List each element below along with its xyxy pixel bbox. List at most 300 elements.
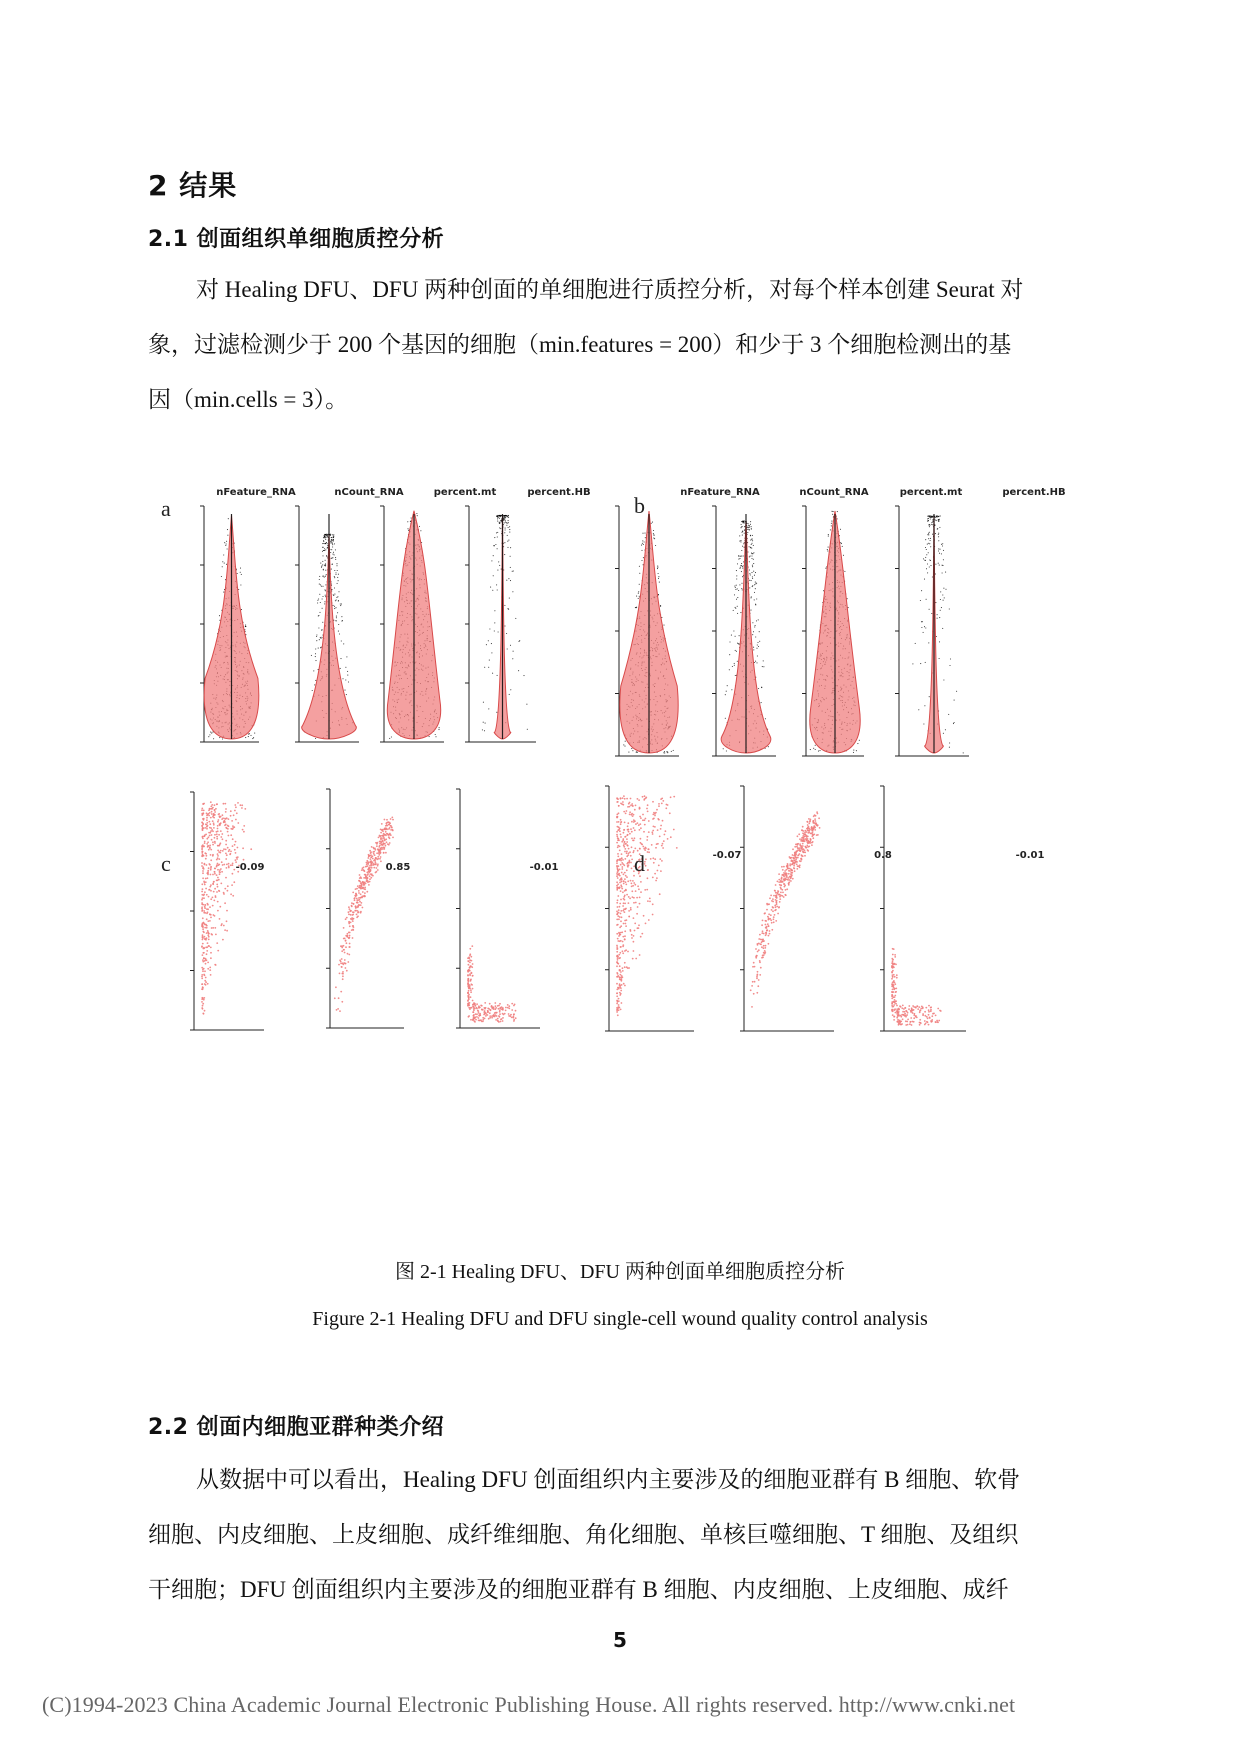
panel-d-scatter-1-point [649, 901, 651, 903]
panel-b-violin-2-point [753, 559, 754, 560]
panel-a-violin-1-point [225, 545, 226, 546]
panel-a-violin-2-point [336, 563, 337, 564]
panel-c-scatter-1-point [212, 820, 214, 822]
panel-b-violin-2-point [742, 531, 743, 532]
panel-d-scatter-1-point [656, 809, 658, 811]
panel-d-scatter-1-point [620, 932, 622, 934]
panel-d-scatter-1-point [639, 903, 641, 905]
panel-b-violin-4-point [930, 540, 931, 541]
panel-d-scatter-1-point [616, 801, 618, 803]
panel-c-scatter-2-point [377, 869, 379, 871]
panel-c-scatter-2-point [371, 863, 373, 865]
panel-b-violin-2-point [733, 630, 734, 631]
panel-d-scatter-1-point [618, 935, 620, 937]
panel-c-scatter-3-point [482, 1019, 484, 1021]
panel-c-scatter-2-point [383, 848, 385, 850]
panel-d-scatter-1-point [628, 916, 630, 918]
panel-c-scatter-2-point [352, 920, 354, 922]
panel-a-violin-1-point [238, 589, 239, 590]
panel-c-scatter-2-point [360, 912, 362, 914]
panel-d-scatter-1-point [626, 863, 628, 865]
panel-c-scatter-1-point [242, 847, 244, 849]
panel-b-violin-4-point [940, 591, 941, 592]
panel-c-scatter-3-point [491, 1006, 493, 1008]
panel-d-scatter-1-point [656, 843, 658, 845]
panel-d-scatter-2-point [803, 848, 805, 850]
panel-c-scatter-3-point [494, 1012, 496, 1014]
panel-a-violin-4-point [496, 584, 497, 585]
panel-a-violin-1-point [221, 576, 222, 577]
panel-a-violin-2-point [315, 680, 316, 681]
panel-d-scatter-2-point [785, 872, 787, 874]
panel-d-scatter-1-point [639, 848, 641, 850]
panel-a-violin-4-point [504, 519, 505, 520]
panel-b-violin-4-point [926, 568, 927, 569]
panel-a-violin-4-point [499, 515, 500, 516]
panel-b-violin-2-point [756, 620, 757, 621]
panel-c-scatter-1-point [241, 804, 243, 806]
panel-d-scatter-1-point [673, 796, 675, 798]
panel-b-violin-2-point [741, 571, 742, 572]
panel-c-scatter-2-point [367, 861, 369, 863]
panel-b-violin-4-point [912, 663, 913, 664]
panel-d-scatter-1-point [630, 880, 632, 882]
panel-b-violin-1-point [642, 543, 643, 544]
panel-c-scatter-2-point [348, 913, 350, 915]
panel-c-scatter-1-point [224, 888, 226, 890]
panel-a-violin-2-point [334, 608, 335, 609]
panel-d-scatter-1-point [628, 852, 630, 854]
panel-c-scatter-1-point [225, 840, 227, 842]
panel-c-scatter-1-point [202, 954, 204, 956]
panel-a-violin-2-point [332, 546, 333, 547]
panel-b-violin-2-point [752, 535, 753, 536]
panel-b-violin-4-point [928, 543, 929, 544]
panel-d-scatter-2-point [765, 924, 767, 926]
panel-c-scatter-1-point [218, 845, 220, 847]
panel-b-violin-1-point [657, 565, 658, 566]
panel-d-scatter-1-point [670, 796, 672, 798]
panel-d-scatter-2-point [799, 845, 801, 847]
panel-c-scatter-3-point [508, 1005, 510, 1007]
panel-b-violin-3-point [827, 550, 828, 551]
panel-c-scatter-3-point [511, 1009, 513, 1011]
panel-c-scatter-2-point [359, 881, 361, 883]
panel-c-scatter-2-point [345, 940, 347, 942]
panel-c-scatter-1-point [212, 841, 214, 843]
panel-b-violin-3-point [831, 525, 832, 526]
panel-a-violin-4-point [493, 545, 494, 546]
panel-d-scatter-1-point [632, 805, 634, 807]
panel-c-scatter-1-point [211, 811, 213, 813]
panel-b-violin-4-point [939, 553, 940, 554]
panel-d-scatter-1-point [619, 830, 621, 832]
panel-d-scatter-1-point [650, 858, 652, 860]
panel-b-violin-2-point [754, 584, 755, 585]
panel-c-scatter-1-point [217, 825, 219, 827]
panel-c-scatter-1-point [222, 838, 224, 840]
panel-c-scatter-1-point [205, 977, 207, 979]
panel-d-scatter-1-point [640, 891, 642, 893]
panel-c-scatter-2-point [347, 933, 349, 935]
panel-a-violin-3-point [407, 521, 408, 522]
panel-c-scatter-3-point [493, 1014, 495, 1016]
panel-c-scatter-3-point [468, 996, 470, 998]
panel-c-scatter-1-point [205, 858, 207, 860]
panel-d-scatter-1-point [626, 834, 628, 836]
panel-a-violin-4-point [504, 522, 505, 523]
panel-b-violin-1-point [636, 751, 637, 752]
panel-c-scatter-3-point [498, 1015, 500, 1017]
panel-c-scatter-1-point [201, 808, 203, 810]
panel-c-scatter-1-point [203, 810, 205, 812]
panel-b-violin-2-point [749, 580, 750, 581]
panel-d-scatter-1-point [642, 846, 644, 848]
panel-a-violin-4-point [508, 578, 509, 579]
panel-c-scatter-2-point [364, 887, 366, 889]
panel-b-violin-2-point [735, 589, 736, 590]
panel-c-scatter-1-point [214, 873, 216, 875]
panel-d-scatter-2-point [779, 901, 781, 903]
panel-d-scatter-1-point [639, 808, 641, 810]
panel-d-scatter-2-point [761, 939, 763, 941]
panel-d-scatter-2-point [770, 895, 772, 897]
panel-c-scatter-3-point [470, 1019, 472, 1021]
panel-a-violin-3-point [429, 736, 430, 737]
panel-d-scatter-1-point [655, 847, 657, 849]
panel-c-scatter-1-point [205, 981, 207, 983]
panel-b-violin-2-point [759, 641, 760, 642]
panel-a-violin-4-point [493, 575, 494, 576]
panel-b-violin-2-point [736, 570, 737, 571]
panel-d-scatter-1-point [617, 899, 619, 901]
panel-c-scatter-2-point [386, 841, 388, 843]
panel-a-violin-2-point [347, 675, 348, 676]
panel-b-violin-4-point [954, 700, 955, 701]
panel-b-violin-3-point [827, 549, 828, 550]
panel-d-scatter-1-point [617, 845, 619, 847]
panel-b-violin-2-point [737, 606, 738, 607]
panel-d-scatter-1-point [625, 949, 627, 951]
panel-c-scatter-2-point [334, 997, 336, 999]
panel-d-scatter-1-point [648, 820, 650, 822]
panel-a-violin-4-point [497, 675, 498, 676]
panel-a-violin-4-point [504, 554, 505, 555]
panel-b-violin-2-point [737, 661, 738, 662]
panel-b-violin-4-point [939, 658, 940, 659]
panel-c-scatter-2-point [386, 819, 388, 821]
panel-c-scatter-1-point [243, 831, 245, 833]
panel-c-scatter-1-point [234, 849, 236, 851]
panel-d-scatter-1-point [662, 847, 664, 849]
panel-b-violin-2-point [748, 527, 749, 528]
panel-c-scatter-1-point [222, 817, 224, 819]
panel-b-violin-2-point [751, 548, 752, 549]
panel-b-violin-2-point [742, 576, 743, 577]
panel-a-violin-1-point [248, 736, 249, 737]
panel-c-scatter-1-point [218, 851, 220, 853]
panel-c-scatter-1-point [226, 910, 228, 912]
panel-c-scatter-1-point [217, 901, 219, 903]
panel-c-scatter-2-point [357, 910, 359, 912]
panel-a-violin-2-point [331, 549, 332, 550]
panel-d-scatter-2-point [762, 940, 764, 942]
panel-d-scatter-1-point [639, 897, 641, 899]
panel-c-scatter-1-point [228, 850, 230, 852]
panel-c-scatter-2-point [344, 959, 346, 961]
panel-a-violin-2-point [330, 552, 331, 553]
panel-c-scatter-3-point [495, 1005, 497, 1007]
panel-c-scatter-2-point [356, 901, 358, 903]
panel-d-scatter-1-point [619, 903, 621, 905]
panel-b-violin-4-point [939, 641, 940, 642]
panel-b-violin-2-point [752, 586, 753, 587]
panel-a-violin-1-point [227, 535, 228, 536]
panel-c-scatter-2-point [348, 911, 350, 913]
panel-c-scatter-2-point [367, 857, 369, 859]
panel-b-title-1: nFeature_RNA [680, 487, 760, 498]
panel-d-scatter-1-point [622, 941, 624, 943]
panel-c-scatter-2-point [357, 885, 359, 887]
panel-b-violin-3-point [810, 749, 811, 750]
panel-d-scatter-2-point [774, 914, 776, 916]
panel-a-violin-2-point [326, 537, 327, 538]
panel-c-scatter-2-point [357, 899, 359, 901]
panel-a-violin-1-point [219, 737, 220, 738]
panel-b-violin-2-point [736, 651, 737, 652]
panel-b-violin-1-point [632, 750, 633, 751]
panel-d-scatter-1-point [644, 889, 646, 891]
panel-c-scatter-2-point [368, 884, 370, 886]
panel-c-scatter-1-point [226, 817, 228, 819]
panel-c-scatter-3-point [467, 1000, 469, 1002]
panel-c-scatter-3-point [469, 988, 471, 990]
panel-d-scatter-1-point [620, 884, 622, 886]
panel-letter-d: d [634, 851, 645, 876]
panel-c-title-3: -0.01 [529, 862, 559, 873]
panel-d-scatter-1-point [635, 902, 637, 904]
panel-a-violin-2-point [339, 633, 340, 634]
panel-a-violin-1-point [219, 615, 220, 616]
panel-d-scatter-2-point [799, 838, 801, 840]
panel-c-scatter-1-point [205, 878, 207, 880]
panel-d-scatter-2-point [758, 943, 760, 945]
panel-b-violin-2-point [753, 552, 754, 553]
panel-b-violin-3-point [825, 568, 826, 569]
panel-a-violin-2-point [338, 631, 339, 632]
panel-d-scatter-1-point [654, 813, 656, 815]
subsection-heading-qc: 2.1 创面组织单细胞质控分析 [148, 227, 445, 252]
panel-b-violin-4-point [928, 524, 929, 525]
panel-c-scatter-2-point [355, 888, 357, 890]
panel-c-scatter-1-point [209, 967, 211, 969]
panel-b-violin-2-point [755, 625, 756, 626]
panel-b-violin-2-point [738, 644, 739, 645]
panel-a-violin-2-point [315, 738, 316, 739]
panel-c-scatter-3-point [485, 1007, 487, 1009]
panel-d-scatter-2-point [768, 917, 770, 919]
panel-c-scatter-1-point [217, 855, 219, 857]
panel-d-scatter-1-point [662, 843, 664, 845]
panel-a-violin-2-point [324, 603, 325, 604]
panel-b-violin-4-point [939, 617, 940, 618]
panel-a-violin-4-point [507, 547, 508, 548]
panel-c-scatter-1-point [212, 816, 214, 818]
panel-b-violin-1-point [673, 750, 674, 751]
panel-c-scatter-1-point [208, 815, 210, 817]
panel-d-scatter-1-point [627, 865, 629, 867]
panel-d-scatter-2-point [792, 848, 794, 850]
panel-b-violin-2-point [740, 612, 741, 613]
panel-d-scatter-1-point [623, 832, 625, 834]
panel-d-scatter-1-point [625, 875, 627, 877]
panel-c-scatter-1-point [207, 934, 209, 936]
panel-d-scatter-1-point [652, 914, 654, 916]
panel-c-scatter-1-point [209, 969, 211, 971]
panel-d-scatter-1-point [623, 908, 625, 910]
panel-a-violin-2-point [345, 667, 346, 668]
panel-a-violin-4-point [498, 631, 499, 632]
panel-a-violin-2-point [331, 557, 332, 558]
panel-b-violin-4-point [942, 628, 943, 629]
panel-c-scatter-1-point [228, 865, 230, 867]
panel-c-scatter-1-point [216, 884, 218, 886]
panel-b-violin-4-point [923, 558, 924, 559]
panel-c-scatter-1-point [243, 825, 245, 827]
panel-d-scatter-2-point [786, 869, 788, 871]
qc-figure [154, 476, 1100, 1196]
panel-a-violin-2-point [332, 544, 333, 545]
panel-d-scatter-1-point [624, 836, 626, 838]
panel-d-scatter-1-point [623, 902, 625, 904]
panel-b-violin-1-point [653, 534, 654, 535]
panel-d-scatter-2-point [775, 899, 777, 901]
panel-c-scatter-3-point [482, 1021, 484, 1023]
panel-d-title-2: 0.8 [874, 850, 892, 861]
panel-d-scatter-2-point [761, 946, 763, 948]
panel-c-scatter-1-point [206, 824, 208, 826]
panel-c-scatter-3-point [490, 1009, 492, 1011]
panel-c-scatter-1-point [222, 864, 224, 866]
panel-b-violin-4-point [927, 518, 928, 519]
panel-c-scatter-1-point [210, 854, 212, 856]
panel-c-scatter-1-point [228, 835, 230, 837]
panel-a-violin-2-point [333, 536, 334, 537]
panel-b-violin-4-point [945, 729, 946, 730]
panel-d-scatter-1-point [667, 838, 669, 840]
panel-d-scatter-2-point [768, 935, 770, 937]
panel-c-scatter-2-point [383, 837, 385, 839]
panel-a-violin-4-point [512, 591, 513, 592]
panel-d-scatter-1-point [648, 919, 650, 921]
panel-c-scatter-2-point [348, 946, 350, 948]
panel-c-scatter-3-point [500, 1019, 502, 1021]
panel-b-violin-4-point [939, 527, 940, 528]
panel-b-violin-1-point [642, 533, 643, 534]
panel-c-scatter-2-point [392, 830, 394, 832]
panel-a-violin-2-point [322, 551, 323, 552]
panel-d-scatter-1-point [647, 811, 649, 813]
panel-a-violin-2-point [321, 586, 322, 587]
panel-b-violin-2-point [743, 543, 744, 544]
panel-c-scatter-1-point [225, 858, 227, 860]
panel-d-scatter-2-point [764, 950, 766, 952]
panel-d-scatter-2-point [773, 918, 775, 920]
panel-d-scatter-1-point [653, 862, 655, 864]
panel-b-violin-2-point [726, 750, 727, 751]
panel-d-scatter-1-point [616, 924, 618, 926]
panel-b-violin-2-point [734, 663, 735, 664]
panel-c-scatter-1-point [230, 851, 232, 853]
panel-a-violin-2-point [322, 561, 323, 562]
panel-a-violin-3-point [439, 727, 440, 728]
panel-c-scatter-2-point [367, 863, 369, 865]
panel-b-violin-1-point [653, 530, 654, 531]
panel-a-violin-4-point [504, 532, 505, 533]
panel-b-violin-4-point [935, 533, 936, 534]
panel-d-scatter-1-point [633, 840, 635, 842]
panel-c-scatter-1-point [204, 912, 206, 914]
panel-c-scatter-1-point [230, 828, 232, 830]
panel-a-violin-2-point [346, 694, 347, 695]
panel-b-violin-4-point [928, 515, 929, 516]
panel-d-scatter-2-point [778, 881, 780, 883]
panel-c-scatter-1-point [201, 945, 203, 947]
panel-a-violin-4-point [510, 547, 511, 548]
panel-d-scatter-2-point [751, 985, 753, 987]
panel-a-violin-4-point [508, 540, 509, 541]
panel-c-scatter-1-point [204, 904, 206, 906]
panel-d-scatter-2-point [785, 889, 787, 891]
panel-c-scatter-1-point [204, 980, 206, 982]
panel-c-scatter-1-point [210, 952, 212, 954]
panel-d-scatter-1-point [621, 931, 623, 933]
panel-a-violin-4-point [504, 515, 505, 516]
panel-b-violin-2-point [738, 559, 739, 560]
panel-a-violin-4-point [496, 712, 497, 713]
panel-d-scatter-1-point [633, 882, 635, 884]
panel-d-scatter-1-point [618, 954, 620, 956]
panel-c-scatter-1-point [206, 872, 208, 874]
panel-a-violin-2-point [320, 602, 321, 603]
panel-d-scatter-1-point [659, 893, 661, 895]
panel-d-scatter-1-point [630, 907, 632, 909]
panel-b-violin-1-point [657, 568, 658, 569]
panel-c-scatter-3-point [513, 1014, 515, 1016]
panel-b-violin-4-point [943, 733, 944, 734]
panel-a-violin-2-point [325, 595, 326, 596]
panel-d-scatter-2-point [750, 989, 752, 991]
panel-c-scatter-3-point [470, 979, 472, 981]
panel-b-violin-4-point [938, 534, 939, 535]
panel-a-violin-2-point [324, 548, 325, 549]
panel-c-scatter-1-point [209, 821, 211, 823]
panel-c-scatter-2-point [357, 906, 359, 908]
panel-d-scatter-1-point [628, 831, 630, 833]
panel-d-scatter-1-point [632, 815, 634, 817]
panel-c-scatter-2-point [344, 938, 346, 940]
panel-c-scatter-1-point [217, 850, 219, 852]
panel-c-scatter-2-point [342, 975, 344, 977]
panel-d-scatter-2-point [792, 854, 794, 856]
panel-d-scatter-1-point [640, 842, 642, 844]
panel-c-scatter-1-point [208, 867, 210, 869]
panel-d-scatter-1-point [631, 890, 633, 892]
panel-d-scatter-2-point [758, 979, 760, 981]
panel-b-violin-2-point [752, 634, 753, 635]
panel-a-violin-1-point [222, 561, 223, 562]
panel-d-scatter-1-point [620, 910, 622, 912]
